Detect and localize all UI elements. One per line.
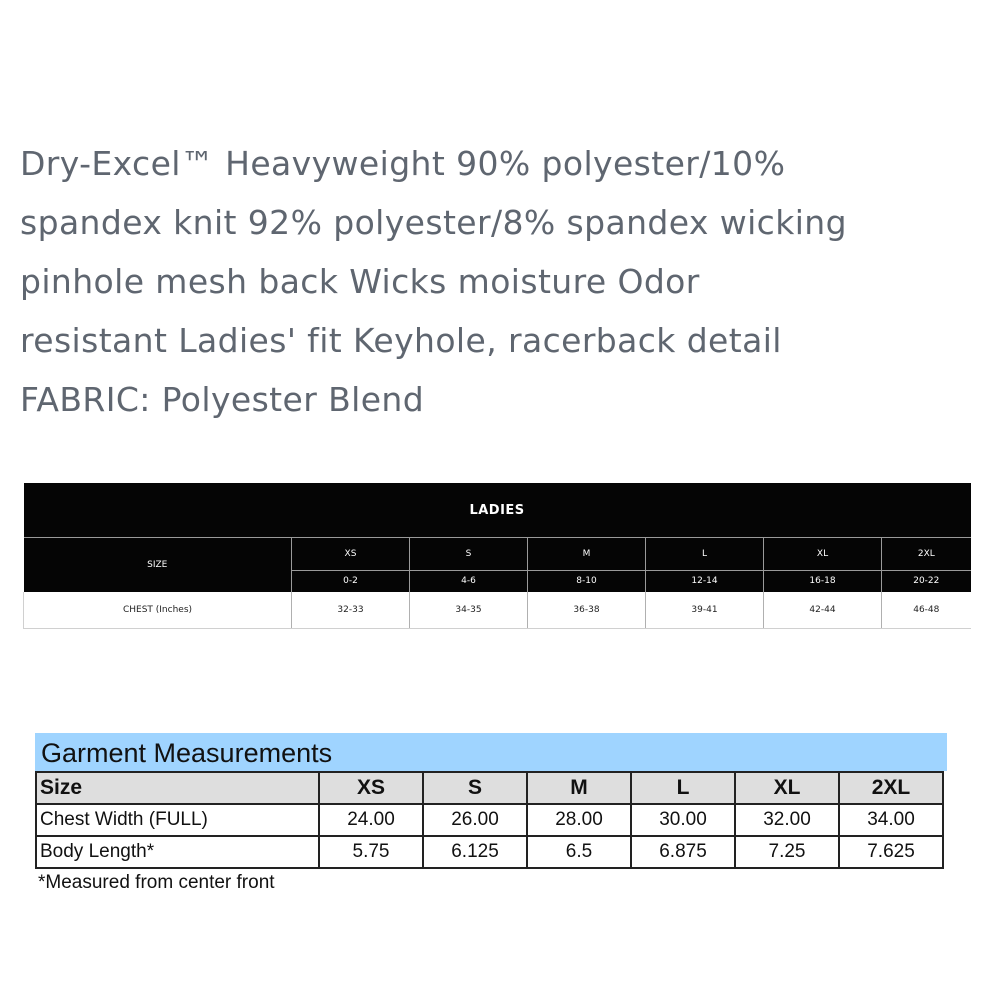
row-label: Chest Width (FULL) — [36, 804, 319, 836]
size-header: L — [631, 772, 735, 804]
product-description — [20, 134, 985, 429]
table-row — [36, 836, 943, 868]
table-cell: 28.00 — [527, 804, 631, 836]
size-header: S — [423, 772, 527, 804]
table-row — [36, 804, 943, 836]
table-cell: 24.00 — [319, 804, 423, 836]
garment-table — [35, 771, 944, 869]
table-cell: 34.00 — [839, 804, 943, 836]
table-cell: 30.00 — [631, 804, 735, 836]
size-label: SIZE — [24, 538, 292, 592]
size-header: L — [646, 538, 764, 570]
chest-value: 34-35 — [410, 592, 528, 629]
table-row — [36, 772, 943, 804]
chest-value: 36-38 — [528, 592, 646, 629]
chest-value: 46-48 — [882, 592, 971, 629]
description-line: resistant Ladies' fit Keyhole, racerback detail — [20, 321, 782, 360]
table-cell: 5.75 — [319, 836, 423, 868]
size-header-label: Size — [36, 772, 319, 804]
chest-value: 42-44 — [764, 592, 882, 629]
table-cell: 6.875 — [631, 836, 735, 868]
footnote: *Measured from center front — [38, 872, 275, 893]
size-header: 2XL — [839, 772, 943, 804]
numeric-size: 0-2 — [292, 570, 410, 592]
chest-value: 32-33 — [292, 592, 410, 629]
numeric-size: 16-18 — [764, 570, 882, 592]
numeric-size: 8-10 — [528, 570, 646, 592]
size-header: M — [528, 538, 646, 570]
size-header: XL — [764, 538, 882, 570]
table-cell: 6.5 — [527, 836, 631, 868]
description-line: spandex knit 92% polyester/8% spandex wicking — [20, 203, 847, 242]
garment-title: Garment Measurements — [35, 733, 947, 771]
size-header: XL — [735, 772, 839, 804]
size-header: XS — [319, 772, 423, 804]
table-cell: 7.625 — [839, 836, 943, 868]
description-line: pinhole mesh back Wicks moisture Odor — [20, 262, 700, 301]
size-header: M — [527, 772, 631, 804]
garment-measurements — [35, 733, 947, 894]
numeric-size: 12-14 — [646, 570, 764, 592]
ladies-title: LADIES — [24, 483, 971, 538]
row-label: Body Length* — [36, 836, 319, 868]
chest-value: 39-41 — [646, 592, 764, 629]
numeric-size: 20-22 — [882, 570, 971, 592]
description-line: Dry-Excel™ Heavyweight 90% polyester/10% — [20, 144, 786, 183]
table-cell: 26.00 — [423, 804, 527, 836]
chest-label: CHEST (Inches) — [24, 592, 292, 629]
table-cell: 32.00 — [735, 804, 839, 836]
numeric-size: 4-6 — [410, 570, 528, 592]
size-header: XS — [292, 538, 410, 570]
ladies-size-chart — [23, 483, 971, 629]
description-line: FABRIC: Polyester Blend — [20, 380, 425, 419]
table-cell: 6.125 — [423, 836, 527, 868]
size-header: S — [410, 538, 528, 570]
size-header: 2XL — [882, 538, 971, 570]
table-cell: 7.25 — [735, 836, 839, 868]
